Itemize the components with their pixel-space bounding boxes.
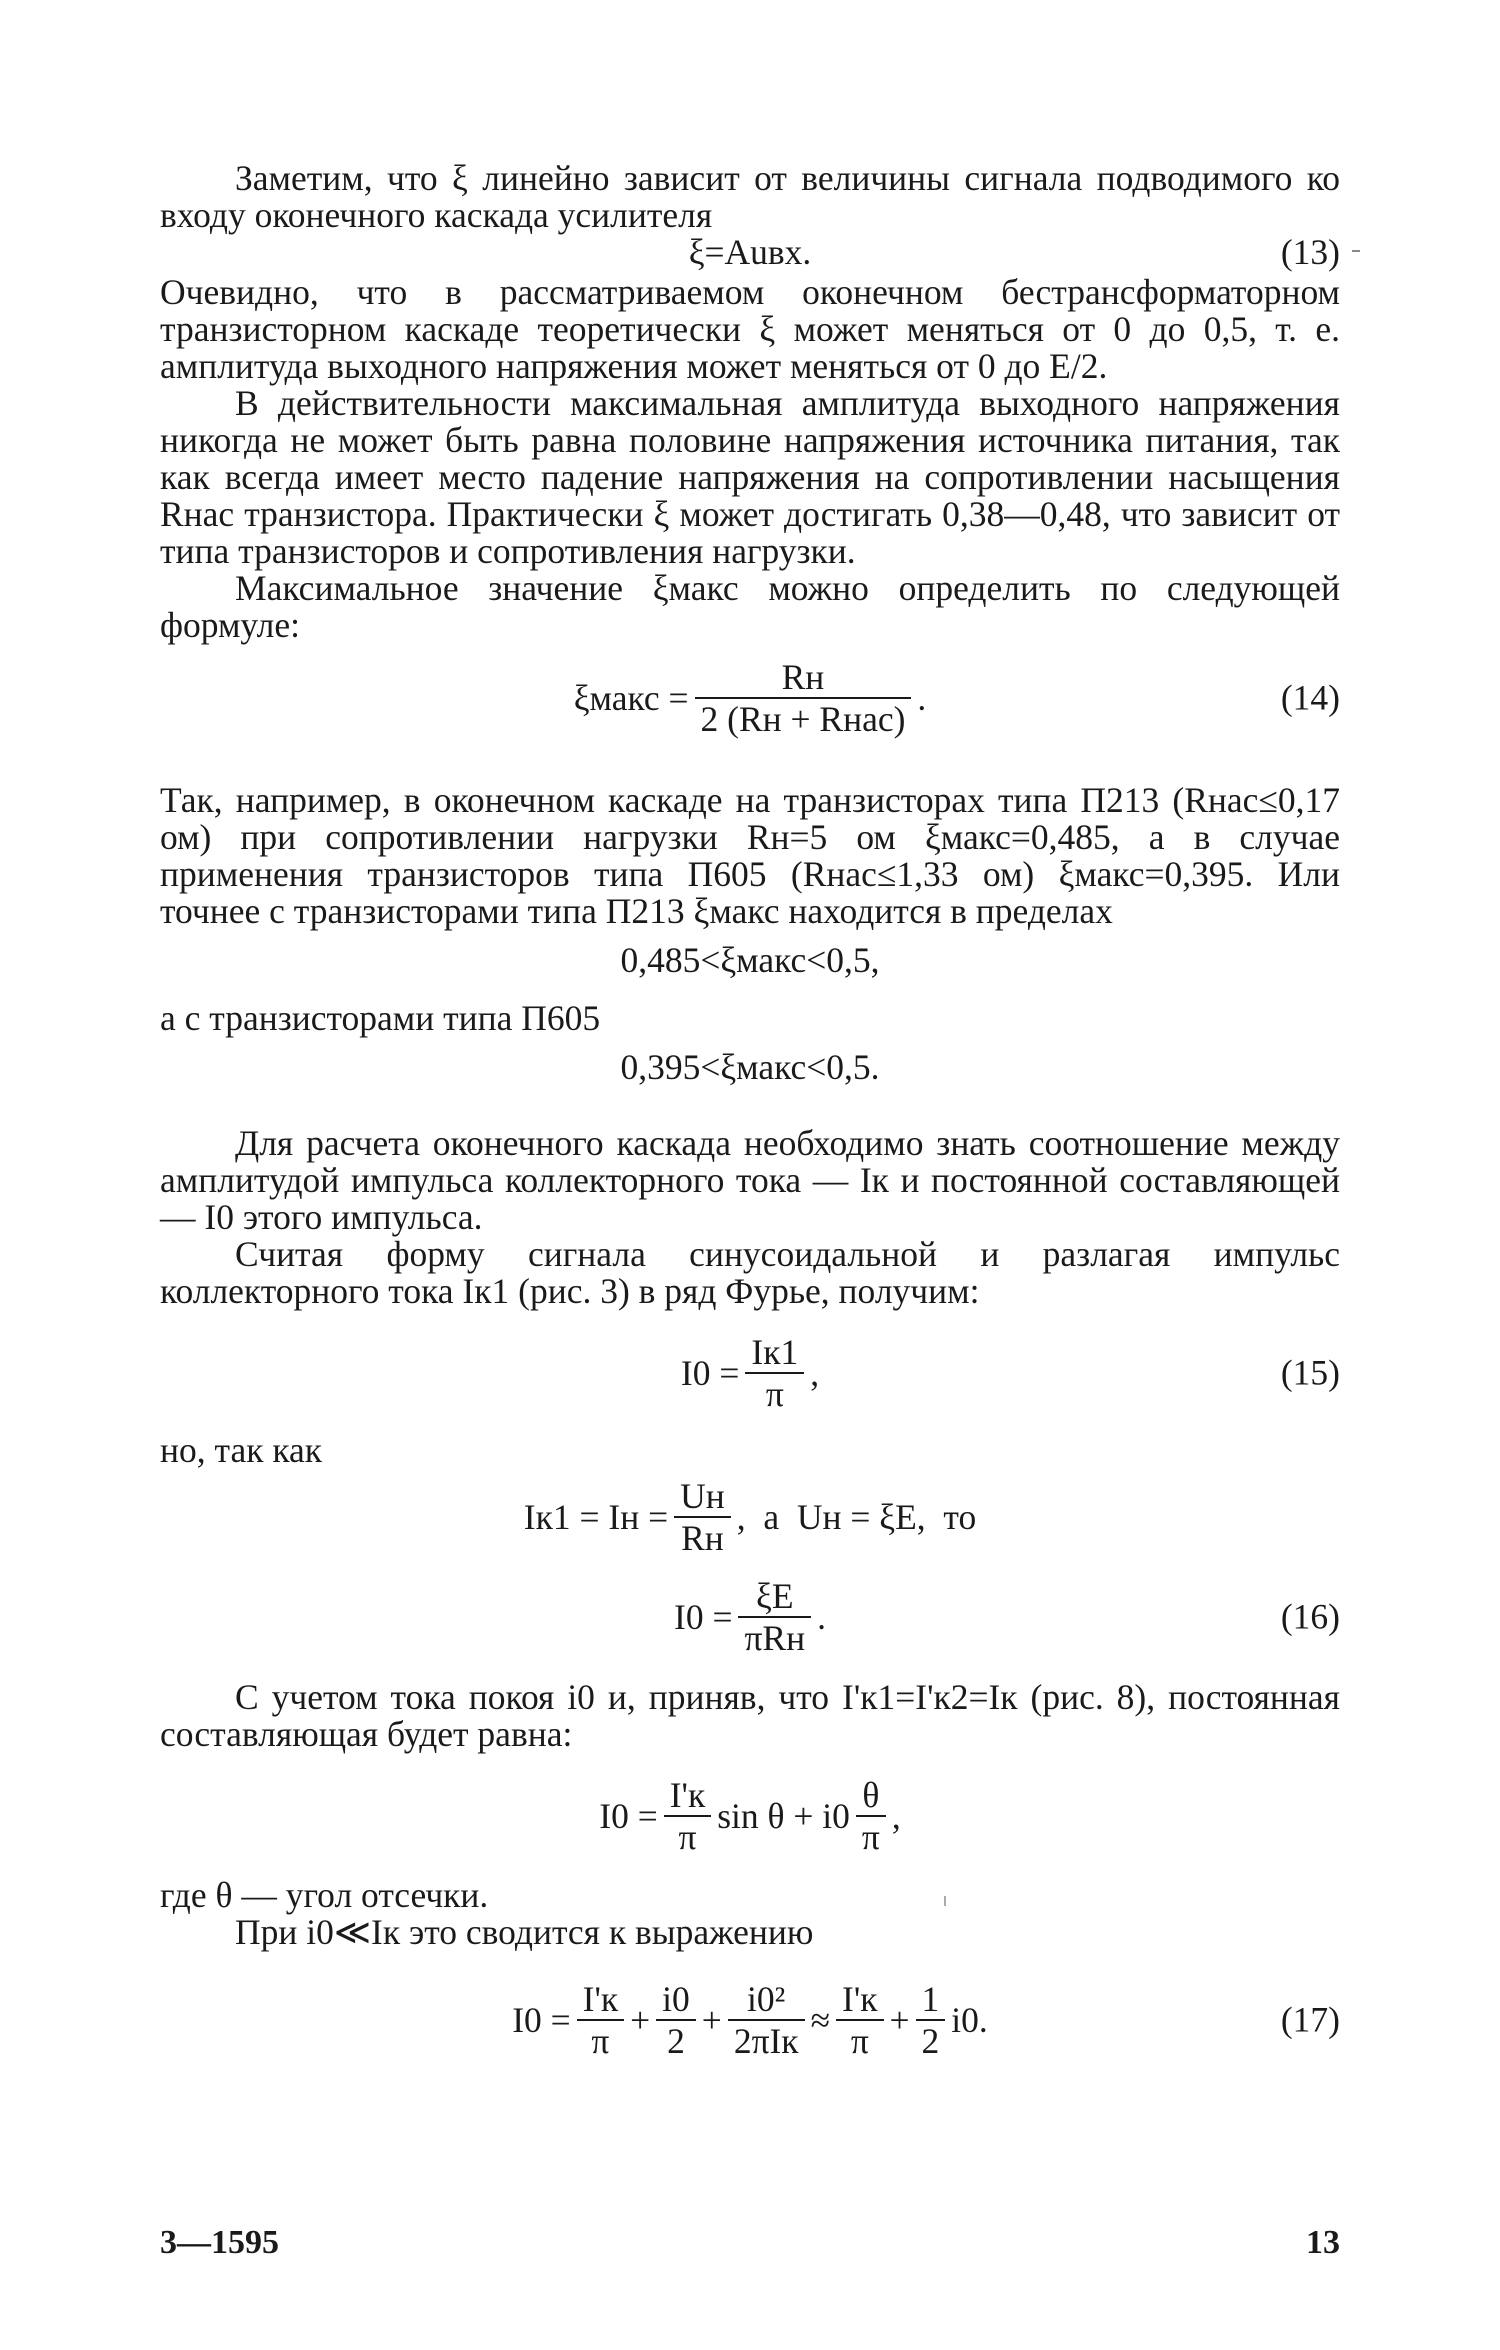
equation-16-denominator: πRн: [738, 1616, 811, 1658]
paragraph-12: При i0≪Iк это сводится к выражению: [235, 1912, 814, 1952]
equation-17-numerator-a: I'к: [582, 1979, 619, 2019]
equation-15-lhs: I0 =: [680, 1352, 740, 1393]
equation-15-number: (15): [1280, 1352, 1340, 1393]
equation-17-fraction-d: [836, 1979, 883, 2061]
paragraph-11: где θ — угол отсечки.: [160, 1875, 489, 1915]
equation-15-fraction: [745, 1332, 804, 1414]
equation-dc-component: [160, 1759, 1340, 1873]
paragraph-4: Максимальное значение ξмакс можно определить по следующей формуле:: [160, 568, 1340, 645]
equation-load-current-lhs: Iк1 = Iн =: [523, 1496, 669, 1537]
equation-16-number: (16): [1280, 1596, 1340, 1637]
equation-14-tail: .: [917, 677, 927, 718]
margin-tick-mark: [1352, 250, 1360, 252]
equation-17-tail: i0.: [951, 1999, 988, 2040]
inequality-2: [160, 1037, 1340, 1099]
equation-16-lhs: I0 =: [674, 1596, 733, 1637]
equation-16-fraction: [738, 1576, 811, 1658]
equation-17-denominator-e: 2: [916, 2019, 946, 2061]
equation-dc-component-fraction-2: [856, 1775, 886, 1857]
equation-load-current: [160, 1469, 1340, 1565]
equation-17-denominator-c: 2πIк: [728, 2019, 805, 2061]
paragraph-3: В действительности максимальная амплитуда выходного напряжения никогда не может быть равна половине напряжения источника питания, так как всегда имеет место падение напряжения на сопротивлении насыщения Rнас транзистора. Практически ξ может достигать 0,38—0,48, что зависит от типа транзисторов и сопротивления нагрузки.: [160, 383, 1340, 571]
equation-dc-component-fraction-1: [664, 1775, 711, 1857]
inequality-1-expr: 0,485<ξмакс<0,5,: [620, 940, 880, 980]
equation-17-plus-3: +: [889, 1999, 910, 2040]
book-page: [160, 160, 1340, 2300]
equation-17-denominator-b: 2: [656, 2019, 696, 2061]
equation-17-lhs: I0 =: [512, 1999, 571, 2040]
paragraph-2: Очевидно, что в рассматриваемом оконечном бестрансформаторном транзисторном каскаде теоретически ξ может меняться от 0 до 0,5, т. е. амплитуда выходного напряжения может меняться от 0 до E/2.: [160, 272, 1340, 386]
equation-17-plus-1: +: [630, 1999, 651, 2040]
equation-15-tail: ,: [810, 1352, 820, 1393]
equation-17-fraction-b: [656, 1979, 696, 2061]
equation-17-numerator-c: i0²: [747, 1979, 786, 2019]
equation-16-numerator: ξE: [756, 1576, 794, 1616]
paragraph-6: а с транзисторами типа П605: [160, 998, 601, 1038]
equation-load-current-numerator: Uн: [680, 1476, 725, 1516]
equation-dc-component-denominator-1: π: [664, 1815, 711, 1857]
equation-14-numerator: Rн: [781, 657, 825, 697]
inequality-2-expr: 0,395<ξмакс<0,5.: [620, 1047, 880, 1087]
equation-dc-component-numerator-2: θ: [862, 1775, 880, 1815]
equation-load-current-tail: , а Uн = ξE, то: [736, 1496, 977, 1537]
paragraph-5: Так, например, в оконечном каскаде на транзисторах типа П213 (Rнас≤0,17 ом) при сопротивлении нагрузки Rн=5 ом ξмакс=0,485, а в случае применения транзисторов типа П605 (Rнас≤1,33 ом) ξмакс=0,395. Или точнее с транзисторами типа П213 ξмакс находится в пределах: [160, 780, 1340, 931]
equation-dc-component-tail: ,: [891, 1795, 901, 1836]
equation-14-lhs: ξмакс =: [573, 677, 689, 718]
equation-17-numerator-b: i0: [662, 1979, 690, 2019]
equation-17-numerator-e: 1: [921, 1979, 940, 2019]
inequality-1: [160, 930, 1340, 994]
equation-15-denominator: π: [745, 1372, 804, 1414]
equation-14: [160, 648, 1340, 748]
print-speck: [944, 1896, 946, 1906]
equation-dc-component-denominator-2: π: [856, 1815, 886, 1857]
equation-17-fraction-e: [916, 1979, 946, 2061]
page-number: 13: [1306, 2224, 1340, 2261]
equation-17-approx: ≈: [810, 1999, 831, 2040]
equation-dc-component-mid: sin θ + i0: [717, 1795, 850, 1836]
paragraph-1: Заметим, что ξ линейно зависит от величины сигнала подводимого ко входу оконечного каскада усилителя: [160, 158, 1340, 235]
equation-13-expr: ξ=Auвх.: [688, 232, 812, 272]
equation-17-denominator-d: π: [836, 2019, 883, 2061]
paragraph-10: С учетом тока покоя i0 и, приняв, что I'к1=I'к2=Iк (рис. 8), постоянная составляющая будет равна:: [160, 1677, 1340, 1754]
equation-14-denominator: 2 (Rн + Rнас): [695, 697, 912, 739]
equation-dc-component-numerator-1: I'к: [669, 1775, 706, 1815]
equation-15-numerator: Iк1: [751, 1332, 799, 1372]
equation-16: [160, 1565, 1340, 1669]
equation-load-current-fraction: [674, 1476, 731, 1558]
equation-14-number: (14): [1280, 677, 1340, 718]
equation-load-current-denominator: Rн: [674, 1516, 731, 1558]
equation-17-number: (17): [1280, 1999, 1340, 2040]
equation-dc-component-lhs: I0 =: [599, 1795, 658, 1836]
paragraph-7: Для расчета оконечного каскада необходимо знать соотношение между амплитудой импульса коллекторного тока — Iк и постоянной составляющей — I0 этого импульса.: [160, 1123, 1340, 1237]
equation-17-plus-2: +: [701, 1999, 722, 2040]
equation-15: [160, 1318, 1340, 1428]
equation-17-fraction-a: [577, 1979, 624, 2061]
equation-13-number: (13): [1280, 232, 1340, 272]
paragraph-9: но, так как: [160, 1430, 323, 1470]
equation-17-denominator-a: π: [577, 2019, 624, 2061]
signature-mark: 3—1595: [160, 2224, 279, 2261]
equation-17-numerator-d: I'к: [842, 1979, 878, 2019]
equation-17: [160, 1961, 1340, 2079]
equation-17-fraction-c: [728, 1979, 805, 2061]
equation-16-tail: .: [817, 1596, 826, 1637]
paragraph-8: Считая форму сигнала синусоидальной и разлагая импульс коллекторного тока Iк1 (рис. 3) в ряд Фурье, получим:: [160, 1234, 1340, 1311]
equation-14-fraction: [695, 657, 912, 739]
equation-13: [160, 234, 1340, 274]
